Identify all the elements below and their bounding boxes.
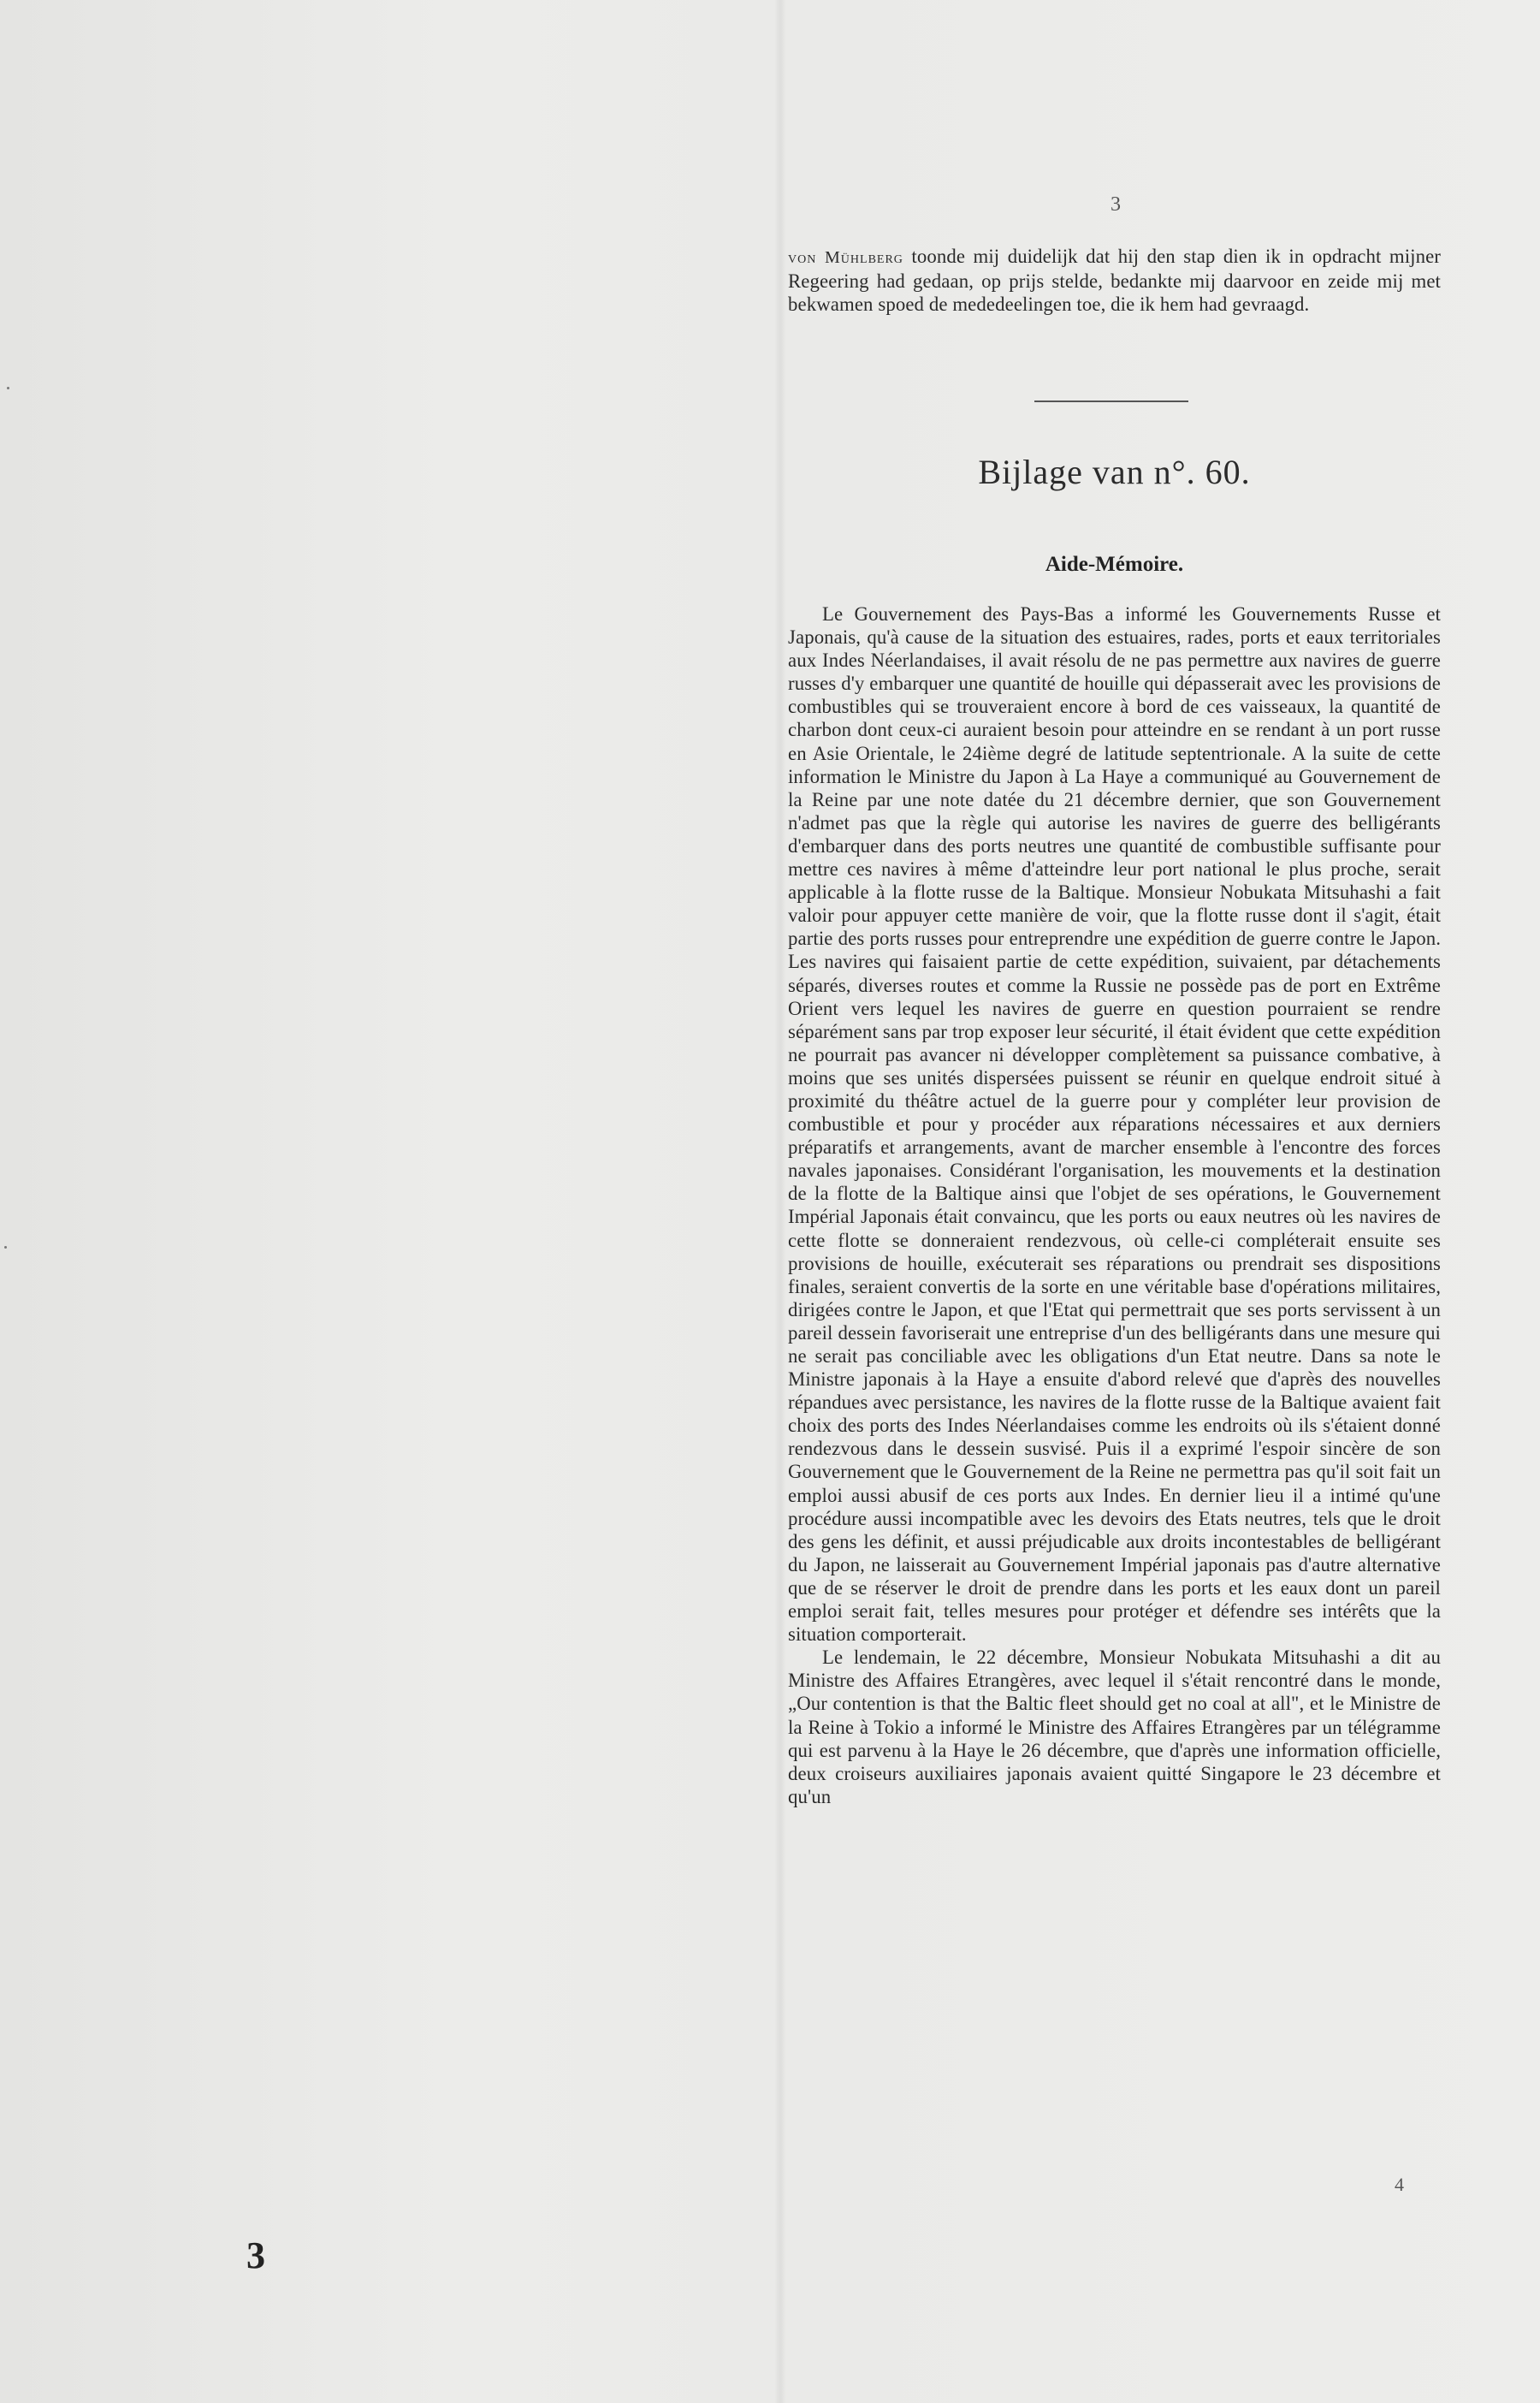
annex-subtitle: Aide-Mémoire. xyxy=(1045,553,1184,576)
annex-title: Bijlage van n°. 60. xyxy=(978,453,1251,491)
page-fold-shadow xyxy=(774,0,786,2403)
page-number-top: 3 xyxy=(1111,193,1121,216)
memo-body xyxy=(788,602,1441,1808)
intro-paragraph xyxy=(788,245,1441,316)
signature-mark: 4 xyxy=(1395,2174,1404,2195)
memo-paragraph-2: Le lendemain, le 22 décembre, Monsieur Nobukata Mitsuhashi a dit au Ministre des Affaires Etrangères, avec lequel il s'était rencontré dans le monde, „Our contention is that the Baltic fleet should get no coal at all", et le Ministre de la Reine à Tokio a informé le Ministre des Affaires Etrangères par un télégramme qui est parvenu à la Haye le 26 décembre, que d'après une information officielle, deux croiseurs auxiliaires japonais avaient quitté Singapore le 23 décembre et qu'un xyxy=(788,1646,1441,1807)
scan-speck xyxy=(7,387,9,389)
scan-speck xyxy=(4,1246,7,1249)
intro-name: von Mühlberg xyxy=(788,248,903,267)
sheet-number: 3 xyxy=(246,2234,265,2276)
intro-text: toonde mij duidelijk dat hij den stap dien ik in opdracht mijner Regeering had gedaan, op prijs stelde, bedankte mij daarvoor en zeide mij met bekwamen spoed de mededeelingen toe, die ik hem had gevraagd. xyxy=(788,246,1441,316)
memo-paragraph-1: Le Gouvernement des Pays-Bas a informé les Gouvernements Russe et Japonais, qu'à cause de la situation des estuaires, rades, ports et eaux territoriales aux Indes Néerlandaises, il avait résolu de ne pas permettre aux navires de guerre russes d'y embarquer une quantité de houille qui dépasserait avec les provisions de combustibles qui se trouveraient encore à bord de ces vaisseaux, la quantité de charbon dont ceux-ci auraient besoin pour atteindre en se rendant à un port russe en Asie Orientale, le 24ième degré de latitude septentrionale. A la suite de cette information le Ministre du Japon à La Haye a communiqué au Gouvernement de la Reine par une note datée du 21 décembre dernier, que son Gouvernement n'admet pas que la règle qui autorise les navires de guerre des belligérants d'embarquer dans des ports neutres une quantité de combustible suffisante pour mettre ces navires à même d'atteindre leur port national le plus proche, serait applicable à la flotte russe de la Baltique. Monsieur Nobukata Mitsuhashi a fait valoir pour appuyer cette manière de voir, que la flotte russe dont il s'agit, était partie des ports russes pour entreprendre une expédition de guerre contre le Japon. Les navires qui faisaient partie de cette expédition, suivaient, par détachements séparés, diverses routes et comme la Russie ne possède pas de port en Extrême Orient vers lequel les navires de guerre en question pourraient se rendre séparément sans par trop exposer leur sécurité, il était évident que cette expédition ne pourrait pas avancer ni développer complètement sa puissance combative, à moins que ses unités dispersées puissent se réunir en quelque endroit situé à proximité du théâtre actuel de la guerre pour y compléter leur provision de combustible et pour y procéder aux réparations nécessaires et aux derniers préparatifs et arrangements, avant de marcher ensemble à l'encontre des forces navales japonaises. Considérant l'organisation, les mouvements et la destination de la flotte de la Baltique ainsi que l'objet de ses opérations, le Gouvernement Impérial Japonais était convaincu, que les ports ou eaux neutres où les navires de cette flotte se donneraient rendezvous, où celle-ci compléterait ensuite ses provisions de houille, exécuterait ses réparations ou prendrait ses dispositions finales, seraient convertis de la sorte en une véritable base d'opérations militaires, dirigées contre le Japon, et que l'Etat qui permettrait que ses ports servissent à un pareil dessein favoriserait une entreprise d'un des belligérants dans une mesure qui ne serait pas conciliable avec les obligations d'un Etat neutre. Dans sa note le Ministre japonais à la Haye a ensuite d'abord relevé que d'après des nouvelles répandues avec persistance, les navires de la flotte russe de la Baltique avaient fait choix des ports des Indes Néerlandaises comme les endroits où ils s'étaient donné rendezvous dans le dessein susvisé. Puis il a exprimé l'espoir sincère de son Gouvernement que le Gouvernement de la Reine ne permettra pas qu'il soit fait un emploi aussi abusif de ces ports aux Indes. En dernier lieu il a intimé qu'une procédure aussi incompatible avec les devoirs des Etats neutres, tels que le droit des gens les définit, et aussi préjudicable aux droits incontestables de belligérant du Japon, ne laisserait au Gouvernement Impérial japonais pas d'autre alternative que de se réserver le droit de prendre dans les ports et les eaux dont un pareil emploi serait fait, telles mesures pour protéger et défendre ses intérêts que la situation comporterait. xyxy=(788,603,1441,1646)
intro-paragraph-block xyxy=(788,245,1441,316)
section-divider xyxy=(1034,400,1188,402)
